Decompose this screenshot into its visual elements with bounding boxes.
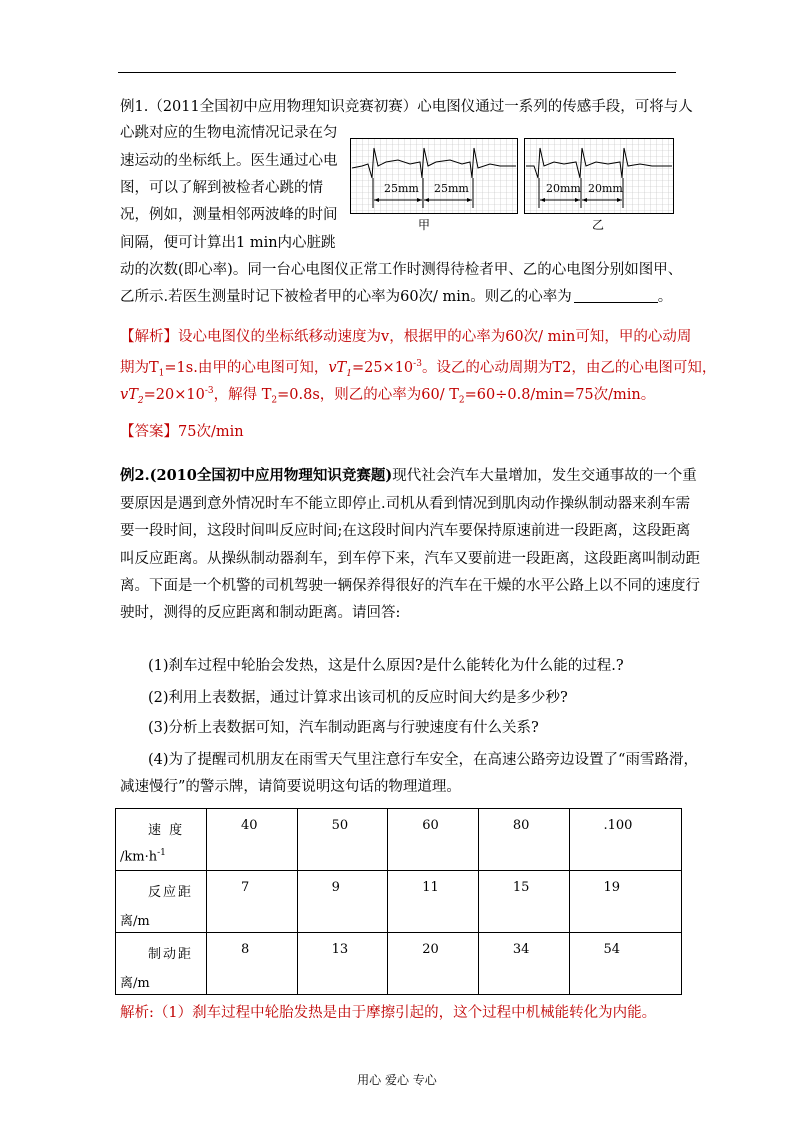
ex1-line3: 速运动的坐标纸上。医生通过心电 [120,153,338,169]
table-cell [207,809,298,871]
header-rule [118,72,676,73]
ex1-line4: 图，可以了解到被检者心跳的情 [120,180,323,196]
a1-text: =0.8s，则乙的心率为60/ T [277,386,459,403]
page-footer: 用心 爱心 专心 [357,1073,437,1087]
cell-value: 9 [331,880,340,895]
header-text: 制动距 [148,947,194,962]
ex1-line8-end: 。 [657,289,673,305]
a1-sub: 2 [137,395,144,406]
ex2-text: 现代社会汽车大量增加，发生交通事故的一个重 [392,468,697,484]
answer1: 【答案】75次/min [120,424,244,440]
table-cell [569,809,682,871]
cell-value: 50 [331,818,349,833]
unit-text: /km·h [120,849,158,865]
cell-value: 40 [241,818,258,833]
header-unit [116,838,206,864]
cell-value: 8 [241,942,250,957]
cell-value: 15 [512,880,530,895]
ex2-line2: 要原因是遇到意外情况时车不能立即停止.司机从看到情况到肌肉动作操纵制动器来刹车需 [120,496,691,512]
question-2: (2)利用上表数据，通过计算求出该司机的反应时间大约是多少秒? [148,690,568,706]
table-cell [569,871,682,933]
table-row [116,933,682,995]
cell-value: 20 [422,942,439,957]
question-1: (1)刹车过程中轮胎会发热，这是什么原因?是什么能转化为什么能的过程.? [148,658,624,674]
header-unit: 离/m [120,914,150,929]
a1-text: 期为T [120,359,159,376]
ex2-line3: 要一段时间，这段时间叫反应时间;在这段时间内汽车要保持原速前进一段距离，这段距离 [120,523,691,539]
analysis2: 解析:（1）刹车过程中轮胎发热是由于摩擦引起的，这个过程中机械能转化为内能。 [120,1005,657,1021]
table-cell [478,933,569,995]
unit-sup: -1 [157,848,166,858]
a1-sup: -3 [204,386,214,396]
a1-sub: 2 [271,395,278,406]
jia-label-2: 25mm [434,182,469,195]
jia-label-1: 25mm [384,182,419,195]
a1-sub: 2 [458,395,465,406]
ex2-line1 [120,466,697,486]
ex1-line6: 间隔，便可计算出1 min内心脏跳 [120,235,336,251]
yi-label-2: 20mm [588,182,623,195]
a1-text: vT [328,359,347,376]
answer-blank [574,288,658,303]
cell-value: 60 [422,818,439,833]
cell-value: 11 [422,880,439,895]
table-cell [478,809,569,871]
header-text: 速 度 [148,823,185,838]
a1-text: 。设乙的心动周期为T2，由乙的心电图可知， [421,359,717,376]
table-cell [388,871,479,933]
cell-value: 54 [603,942,621,957]
table-row [116,871,682,933]
ex1-line2: 心跳对应的生物电流情况记录在匀 [120,125,338,141]
ex1-line8-text: 乙所示.若医生测量时记下被检者甲的心率为60次/ min。则乙的心率为 [120,289,572,305]
question-4: (4)为了提醒司机朋友在雨雪天气里注意行车安全，在高速公路旁边设置了“雨雪路滑， [148,752,698,768]
a1-text: =25×10 [351,359,414,376]
caption-yi: 乙 [592,218,605,232]
ex2-line6: 驶时，测得的反应距离和制动距离。请回答: [120,605,401,621]
ex1-line1: 例1.（2011全国初中应用物理知识竞赛初赛）心电图仪通过一系列的传感手段，可将与人 [120,99,693,115]
a1-sup: -3 [413,359,422,369]
question-3: (3)分析上表数据可知，汽车制动距离与行驶速度有什么关系? [148,720,539,736]
caption-jia: 甲 [418,218,431,232]
question-4-cont: 减速慢行”的警示牌，请简要说明这句话的物理道理。 [120,779,461,795]
ex2-line4: 叫反应距离。从操纵制动器刹车，到车停下来，汽车又要前进一段距离，这段距离叫制动距 [120,551,700,567]
header-cell [116,933,207,995]
a1-sub: 1 [158,368,165,379]
cell-value: 80 [512,818,530,833]
header-cell [116,871,207,933]
table-cell [388,933,479,995]
cell-value: .100 [603,818,633,833]
cell-value: 13 [331,942,349,957]
header-cell [116,809,207,871]
a1-text: vT [120,386,138,403]
speed-distance-table [115,808,682,995]
yi-label-1: 20mm [546,182,581,195]
table-cell [569,933,682,995]
cell-value: 34 [512,942,530,957]
ecg-figure-yi [524,138,674,214]
ex1-line7: 动的次数(即心率)。同一台心电图仪正常工作时测得待检者甲、乙的心电图分别如图甲、 [120,262,683,278]
table-cell [297,871,388,933]
table-cell [297,933,388,995]
analysis1-line3 [120,381,655,411]
cell-value: 7 [241,880,250,895]
table-cell [297,809,388,871]
cell-value: 19 [603,880,621,895]
analysis1-line2 [120,354,716,384]
a1-text: =20×10 [143,386,205,403]
header-unit: 离/m [120,976,150,991]
analysis1-line1: 【解析】设心电图仪的坐标纸移动速度为v，根据甲的心率为60次/ min可知，甲的心动周 [120,329,692,345]
a1-text: =1s.由甲的心电图可知， [164,359,329,376]
ex2-line5: 离。下面是一个机警的司机驾驶一辆保养得很好的汽车在干燥的水平公路上以不同的速度行 [120,578,700,594]
ex2-label: 例2.(2010全国初中应用物理知识竞赛题) [120,467,393,484]
a1-text: ，解得 T [213,386,272,403]
table-cell [207,871,298,933]
a1-text: =60÷0.8/min=75次/min。 [464,386,656,403]
table-row [116,809,682,871]
ecg-figure-jia [350,138,518,214]
table-cell [478,871,569,933]
table-cell [388,809,479,871]
header-text: 反应距 [148,885,194,900]
ex1-line8 [120,287,672,307]
ex1-line5: 况，例如，测量相邻两波峰的时间 [120,207,338,223]
a1-sub: 1 [346,368,352,379]
table-cell [207,933,298,995]
